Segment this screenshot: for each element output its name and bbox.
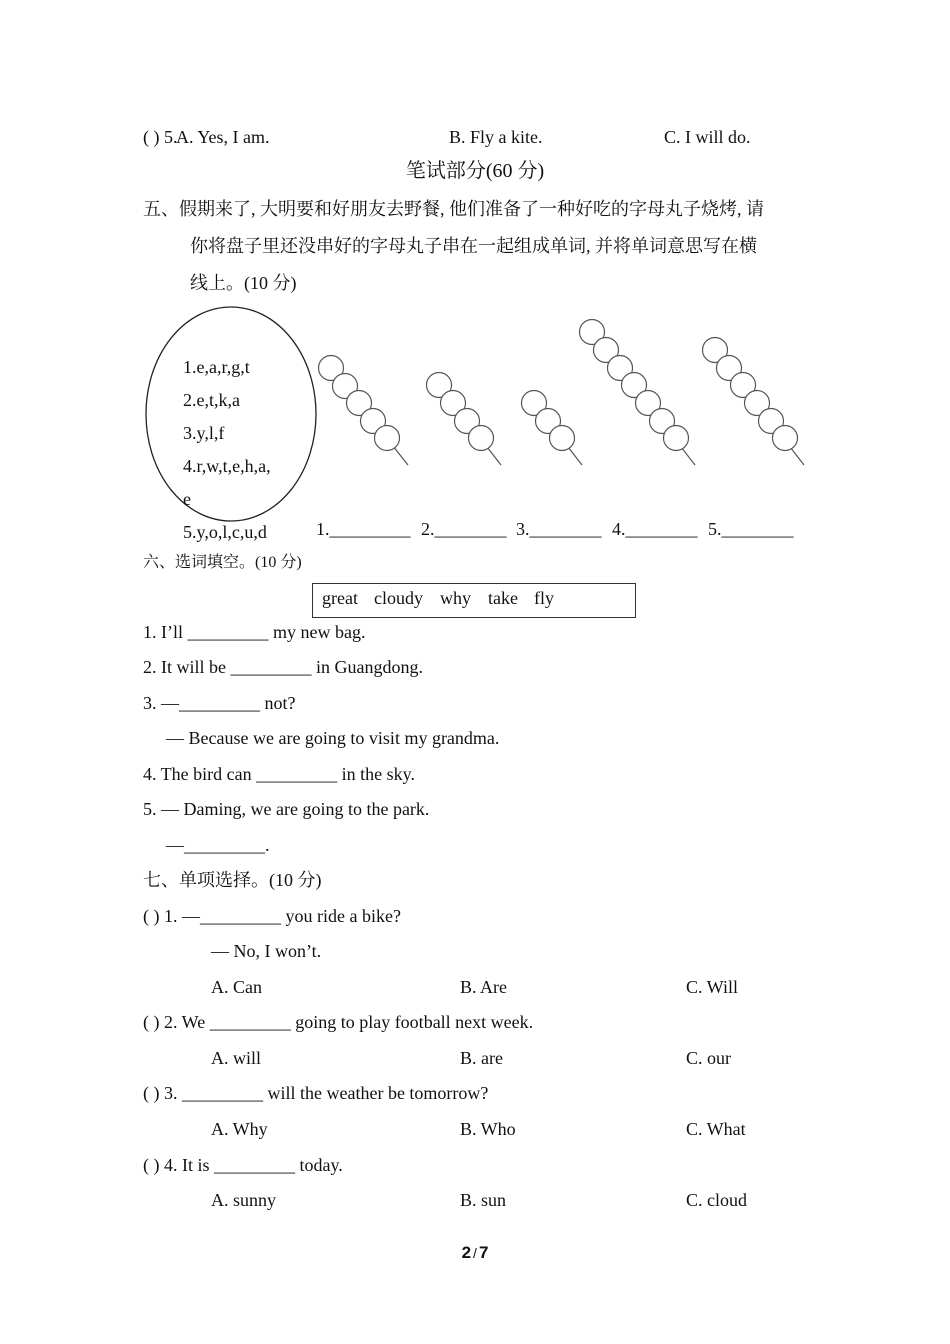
word-bank-item: why xyxy=(440,588,471,608)
meatball xyxy=(469,426,494,451)
plate-ellipse xyxy=(146,307,316,521)
plate-letters-5: 5.y,o,l,c,u,d xyxy=(183,522,267,542)
section7-q3-option-b: B. Who xyxy=(460,1119,516,1139)
section6-q3-answer: — Because we are going to visit my grandma. xyxy=(166,728,500,748)
section6-q5-answer: —_________. xyxy=(166,835,270,855)
listening-q5-option-c: C. I will do. xyxy=(664,127,751,147)
section7-q1-dialogue: — No, I won’t. xyxy=(211,941,322,961)
section7-q4: ( ) 4. It is _________ today. xyxy=(143,1155,343,1175)
word-bank-item: take xyxy=(488,588,518,608)
plate-letters-3: 3.y,l,f xyxy=(183,423,225,443)
plate-letters-2: 2.e,t,k,a xyxy=(183,390,240,410)
section7-q2: ( ) 2. We _________ going to play football next week. xyxy=(143,1012,534,1032)
section6-q5: 5. — Daming, we are going to the park. xyxy=(143,799,430,819)
answer-blank-1: 1._________ xyxy=(316,519,411,539)
section6-q2: 2. It will be _________ in Guangdong. xyxy=(143,657,423,677)
word-bank-item: cloudy xyxy=(374,588,423,608)
page-total: 7 xyxy=(478,1243,489,1262)
answer-blank-5: 5.________ xyxy=(708,519,794,539)
section6-title: 六、选词填空。(10 分) xyxy=(143,554,302,571)
section7-q2-option-a: A. will xyxy=(211,1048,262,1068)
section7-q1-option-c: C. Will xyxy=(686,977,738,997)
plate-letters-4-cont: e xyxy=(183,489,191,509)
word-bank-item: fly xyxy=(534,588,554,608)
section7-title: 七、单项选择。(10 分) xyxy=(143,870,322,890)
section7-q3-option-c: C. What xyxy=(686,1119,746,1139)
section7-q3: ( ) 3. _________ will the weather be tomorrow? xyxy=(143,1083,489,1103)
listening-q5-option-a: A. Yes, I am. xyxy=(176,127,270,147)
listening-q5-number: ( ) 5. xyxy=(143,127,178,147)
section5-instruction-line1: 五、假期来了, 大明要和好朋友去野餐, 他们准备了一种好吃的字母丸子烧烤, 请 xyxy=(143,199,764,219)
section6-q3: 3. —_________ not? xyxy=(143,693,296,713)
word-bank-item: great xyxy=(322,588,358,608)
section7-q3-option-a: A. Why xyxy=(211,1119,268,1139)
meatball xyxy=(550,426,575,451)
written-section-header: 笔试部分(60 分) xyxy=(405,160,545,182)
section7-q4-option-a: A. sunny xyxy=(211,1190,277,1210)
listening-q5-option-b: B. Fly a kite. xyxy=(449,127,543,147)
page-current: 2 xyxy=(461,1243,472,1262)
meatball xyxy=(773,426,798,451)
answer-blank-3: 3.________ xyxy=(516,519,602,539)
section7-q2-option-c: C. our xyxy=(686,1048,731,1068)
section7-q1-option-b: B. Are xyxy=(460,977,507,997)
page-separator: / xyxy=(473,1245,477,1261)
plate-letters-1: 1.e,a,r,g,t xyxy=(183,357,250,377)
section5-instruction-line3: 线上。(10 分) xyxy=(190,273,297,293)
page-number xyxy=(0,1242,950,1264)
section6-q1: 1. I’ll _________ my new bag. xyxy=(143,622,366,642)
section6-q4: 4. The bird can _________ in the sky. xyxy=(143,764,415,784)
answer-blank-4: 4.________ xyxy=(612,519,698,539)
section7-q4-option-b: B. sun xyxy=(460,1190,507,1210)
section7-q4-option-c: C. cloud xyxy=(686,1190,747,1210)
answer-blank-2: 2.________ xyxy=(421,519,507,539)
section7-q1: ( ) 1. —_________ you ride a bike? xyxy=(143,906,401,926)
section7-q1-option-a: A. Can xyxy=(211,977,262,997)
word-bank-box xyxy=(312,583,636,618)
section5-instruction-line2: 你将盘子里还没串好的字母丸子串在一起组成单词, 并将单词意思写在横 xyxy=(190,236,757,256)
section7-q2-option-b: B. are xyxy=(460,1048,503,1068)
plate-letters-4: 4.r,w,t,e,h,a, xyxy=(183,456,271,476)
meatball xyxy=(664,426,689,451)
meatball xyxy=(375,426,400,451)
